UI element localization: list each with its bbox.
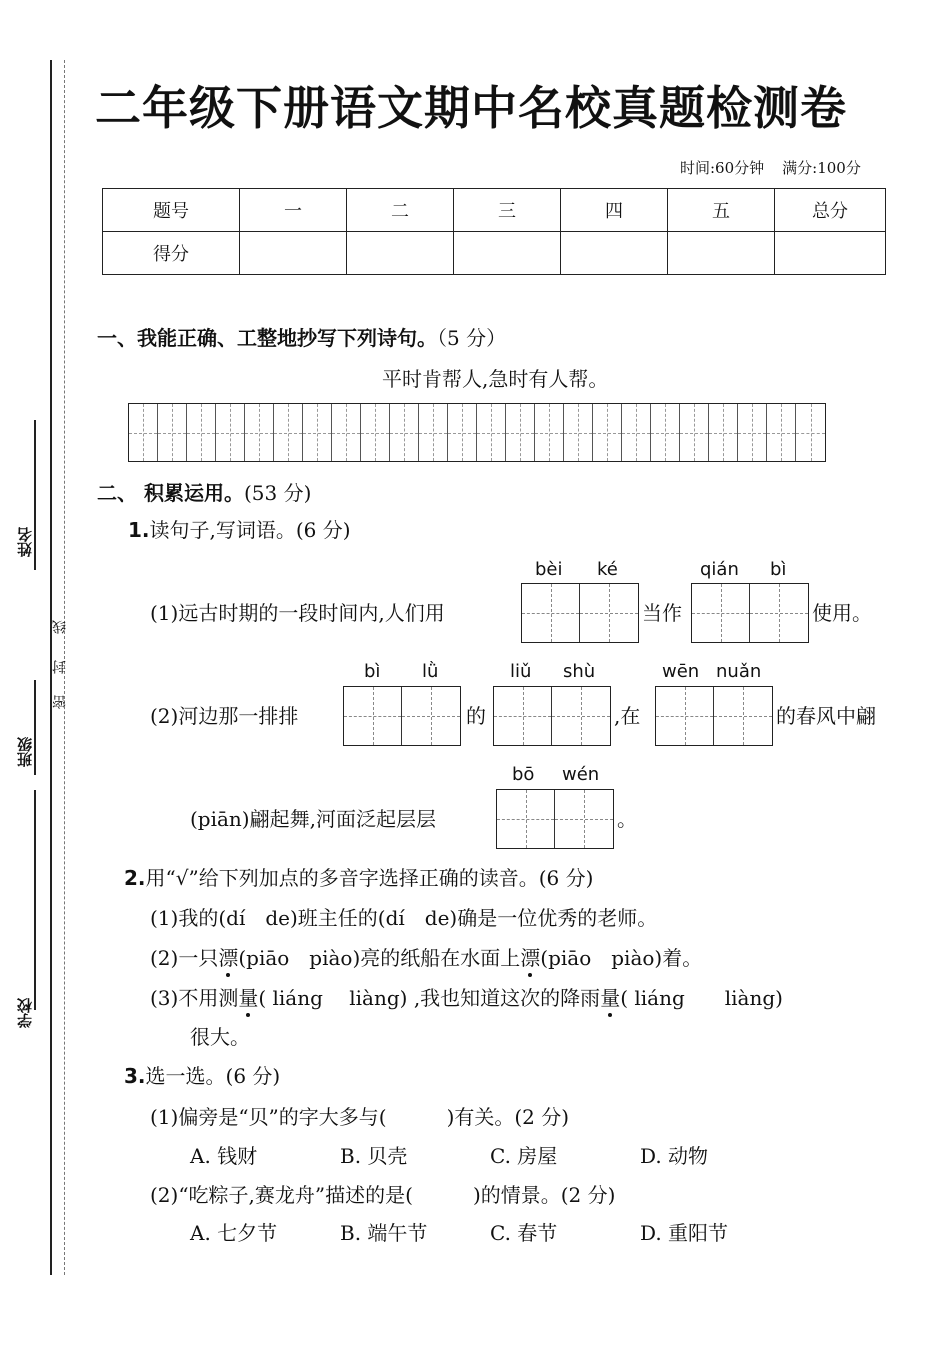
pinyin: bèi: [535, 559, 563, 580]
q2-l2-label: (2): [150, 946, 179, 970]
option[interactable]: D. 动物: [640, 1144, 709, 1168]
dotted-char: 漂: [218, 942, 238, 971]
header-cell: 二: [347, 189, 454, 232]
name-blank: [34, 420, 36, 570]
exam-full-score: 满分:100分: [782, 159, 861, 177]
q2-l3-c: ( liáng liàng): [620, 986, 783, 1010]
score-table-header-row: [103, 189, 886, 232]
grid-cell[interactable]: [245, 404, 274, 461]
q1-s1-text-before: [150, 597, 445, 626]
q1-s1-after: 使用。: [812, 601, 872, 625]
q1-s3-after: 。: [617, 807, 637, 831]
grid-cell[interactable]: [419, 404, 448, 461]
q1-s1-mid: 当作: [642, 601, 682, 625]
pinyin: bì: [770, 559, 787, 580]
q2-line3: [150, 982, 783, 1011]
grid-cell[interactable]: [216, 404, 245, 461]
q2-prompt-text: 用“√”给下列加点的多音字选择正确的读音。(6 分): [145, 866, 594, 890]
option[interactable]: B. 端午节: [340, 1221, 428, 1245]
class-blank: [34, 680, 36, 775]
school-label: 学校: [16, 998, 34, 1028]
q1-s1-before: 远古时期的一段时间内,人们用: [178, 601, 445, 625]
grid-cell[interactable]: [651, 404, 680, 461]
grid-cell[interactable]: [303, 404, 332, 461]
pinyin: shù: [563, 661, 596, 682]
grid-cell[interactable]: [680, 404, 709, 461]
grid-cell[interactable]: [477, 404, 506, 461]
grid-cell[interactable]: [535, 404, 564, 461]
q2-prompt: [124, 862, 593, 891]
q2-line2: [150, 942, 702, 971]
q3-prompt-text: 选一选。(6 分): [145, 1064, 281, 1088]
grid-cell[interactable]: [390, 404, 419, 461]
grid-cell[interactable]: [129, 404, 158, 461]
q2-l2-b: (piāo piào)亮的纸船在水面上: [238, 946, 521, 970]
q3-s2-stem: (2)“吃粽子,赛龙舟”描述的是( )的情景。(2 分): [150, 1183, 616, 1207]
q2-l2-a: 一只: [178, 946, 219, 970]
page-title: 二年级下册语文期中名校真题检测卷: [95, 81, 847, 135]
q3-number: 3.: [124, 1064, 146, 1088]
pinyin: qián: [700, 559, 739, 580]
q2-line1: [150, 902, 657, 931]
grid-cell[interactable]: [622, 404, 651, 461]
score-table: [102, 188, 886, 275]
q3-s2-options: [190, 1217, 790, 1246]
answer-box[interactable]: [343, 686, 461, 746]
name-label: 姓名: [16, 527, 34, 557]
option[interactable]: A. 七夕节: [190, 1221, 278, 1245]
dotted-char: 量: [238, 982, 258, 1011]
grid-cell[interactable]: [158, 404, 187, 461]
section2-points: (53 分): [243, 481, 312, 505]
q2-number: 2.: [124, 866, 146, 890]
score-cell[interactable]: [668, 232, 775, 275]
poem-line: 平时肯帮人,急时有人帮。: [382, 367, 609, 391]
header-cell: 总分: [775, 189, 886, 232]
header-cell: 五: [668, 189, 775, 232]
option[interactable]: C. 春节: [490, 1221, 558, 1245]
score-cell[interactable]: [454, 232, 561, 275]
grid-cell[interactable]: [448, 404, 477, 461]
header-cell: 题号: [103, 189, 240, 232]
q2-l2-c: (piāo piào)着。: [540, 946, 703, 970]
q1-s1-label: (1): [150, 601, 179, 625]
q2-l3-cont: 很大。: [190, 1025, 250, 1049]
q2-l3-b: ( liáng liàng) ,我也知道这次的降雨: [258, 986, 601, 1010]
q1-s2-before: 河边那一排排: [178, 704, 299, 728]
grid-cell[interactable]: [796, 404, 825, 461]
pinyin: wén: [562, 764, 600, 785]
score-cell[interactable]: [775, 232, 886, 275]
option[interactable]: A. 钱财: [190, 1144, 258, 1168]
grid-cell[interactable]: [738, 404, 767, 461]
answer-box[interactable]: [691, 583, 809, 643]
q3-s1-stem: (1)偏旁是“贝”的字大多与( )有关。(2 分): [150, 1105, 570, 1129]
grid-cell[interactable]: [332, 404, 361, 461]
q1-s3-before: (piān)翩起舞,河面泛起层层: [190, 807, 436, 831]
q1-prompt-text: 读句子,写词语。(6 分): [149, 518, 351, 542]
grid-cell[interactable]: [564, 404, 593, 461]
answer-box[interactable]: [493, 686, 611, 746]
pinyin: wēn: [662, 661, 700, 682]
grid-cell[interactable]: [767, 404, 796, 461]
grid-cell[interactable]: [361, 404, 390, 461]
exam-meta: [680, 157, 879, 178]
section2-heading-text: 二、 积累运用。: [97, 481, 244, 505]
q1-s2-after: 的春风中翩: [776, 704, 876, 728]
dotted-char: 量: [600, 982, 620, 1011]
answer-box[interactable]: [521, 583, 639, 643]
option[interactable]: D. 重阳节: [640, 1221, 729, 1245]
dotted-char: 漂: [520, 942, 540, 971]
pinyin: bō: [512, 764, 535, 785]
pinyin: bì: [364, 661, 381, 682]
school-blank: [34, 930, 36, 1010]
q2-l1-b: (dí de)班主任的: [218, 906, 378, 930]
q3-s1-options: [190, 1140, 790, 1169]
grid-cell[interactable]: [593, 404, 622, 461]
grid-cell[interactable]: [709, 404, 738, 461]
section1-heading-text: 一、我能正确、工整地抄写下列诗句。: [97, 326, 437, 350]
q3-prompt: [124, 1060, 280, 1089]
q1-number: 1.: [128, 518, 150, 542]
answer-box[interactable]: [496, 789, 614, 849]
section1-heading: [97, 322, 506, 351]
q2-l3-a: 不用测: [178, 986, 239, 1010]
score-row-label: 得分: [103, 232, 240, 275]
grid-cell[interactable]: [187, 404, 216, 461]
q1-s2-text-before: [150, 700, 298, 729]
q1-s2-mid1: 的: [466, 704, 486, 728]
q1-prompt: [128, 514, 351, 543]
score-cell[interactable]: [240, 232, 347, 275]
score-cell[interactable]: [347, 232, 454, 275]
grid-cell[interactable]: [274, 404, 303, 461]
score-cell[interactable]: [561, 232, 668, 275]
header-cell: 一: [240, 189, 347, 232]
answer-box[interactable]: [655, 686, 773, 746]
q2-l1-label: (1): [150, 906, 179, 930]
score-table-score-row: [103, 232, 886, 275]
header-cell: 三: [454, 189, 561, 232]
q1-s2-mid2: ,在: [614, 704, 641, 728]
section1-points: （5 分）: [437, 326, 507, 350]
copy-grid[interactable]: [128, 403, 826, 462]
pinyin: lǜ: [422, 661, 439, 682]
header-cell: 四: [561, 189, 668, 232]
seal-char-xian: 线: [52, 620, 68, 634]
option[interactable]: B. 贝壳: [340, 1144, 408, 1168]
q2-l1-c: (dí de)确是一位优秀的老师。: [377, 906, 658, 930]
q2-l1-a: 我的: [178, 906, 219, 930]
seal-char-feng: 封: [52, 660, 68, 674]
option[interactable]: C. 房屋: [490, 1144, 558, 1168]
q1-s2-label: (2): [150, 704, 179, 728]
pinyin: ké: [597, 559, 618, 580]
pinyin: nuǎn: [716, 661, 762, 682]
grid-cell[interactable]: [506, 404, 535, 461]
exam-time: 时间:60分钟: [680, 159, 765, 177]
pinyin: liǔ: [510, 661, 532, 682]
seal-char-mi: 密: [52, 695, 68, 709]
class-label: 班级: [16, 737, 34, 767]
q2-l3-label: (3): [150, 986, 179, 1010]
section2-heading: [97, 477, 311, 506]
